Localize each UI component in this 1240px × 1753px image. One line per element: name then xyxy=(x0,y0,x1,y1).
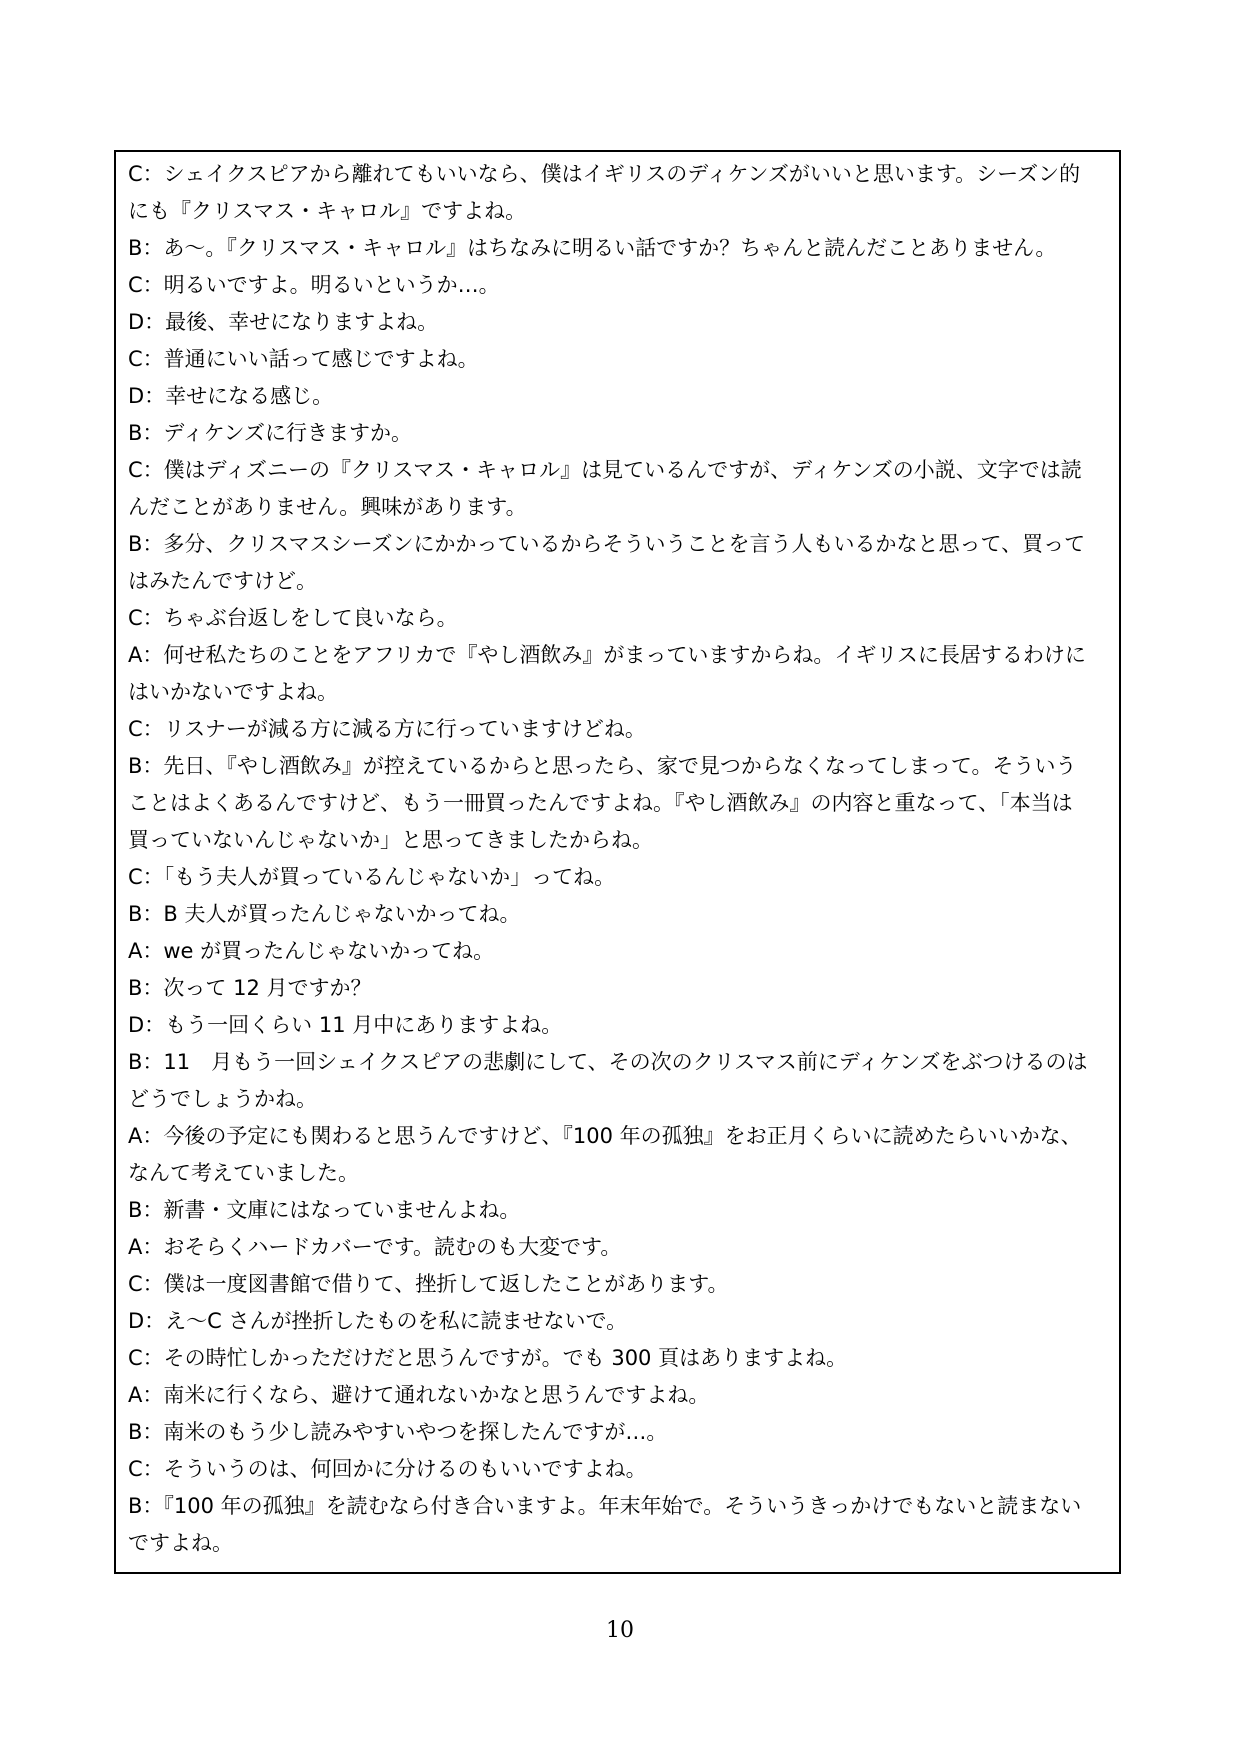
transcript-line: C：僕は一度図書館で借りて、挫折して返したことがあります。 xyxy=(128,1272,729,1296)
transcript-line: A：we が買ったんじゃないかってね。 xyxy=(128,939,495,963)
transcript-line: B：11 月もう一回シェイクスピアの悲劇にして、その次のクリスマス前にディケンズをぶつけるのは xyxy=(128,1050,1088,1074)
transcript-line: A：何せ私たちのことをアフリカで『やし酒飲み』がまっていますからね。イギリスに長居するわけに xyxy=(128,643,1086,667)
transcript-line: C：明るいですよ。明るいというか…。 xyxy=(128,273,500,297)
transcript-line: B：多分、クリスマスシーズンにかかっているからそういうことを言う人もいるかなと思って、買って xyxy=(128,532,1086,556)
transcript-line: B：南米のもう少し読みやすいやつを探したんですが…。 xyxy=(128,1420,668,1444)
transcript-line: C：普通にいい話って感じですよね。 xyxy=(128,347,479,371)
transcript-box xyxy=(114,150,1121,1574)
transcript-line: D：幸せになる感じ。 xyxy=(128,384,334,408)
page-number: 10 xyxy=(606,1618,634,1643)
transcript-line: C：「もう夫人が買っているんじゃないか」ってね。 xyxy=(128,865,616,889)
transcript-line: はいかないですよね。 xyxy=(128,680,338,704)
transcript-line: はみたんですけど。 xyxy=(128,569,317,593)
transcript-line: C：ちゃぶ台返しをして良いなら。 xyxy=(128,606,458,630)
transcript-line: B：次って 12 月ですか？ xyxy=(128,976,372,1000)
transcript-line: B：B 夫人が買ったんじゃないかってね。 xyxy=(128,902,521,926)
transcript-line: B：先日、『やし酒飲み』が控えているからと思ったら、家で見つからなくなってしまって。そういう xyxy=(128,754,1077,778)
transcript-line: D：え〜C さんが挫折したものを私に読ませないで。 xyxy=(128,1309,628,1333)
transcript-line: A：南米に行くなら、避けて通れないかなと思うんですよね。 xyxy=(128,1383,710,1407)
transcript-line: んだことがありません。興味があります。 xyxy=(128,495,527,519)
transcript-line: B：ディケンズに行きますか。 xyxy=(128,421,413,445)
transcript-line: B：あ〜。『クリスマス・キャロル』はちなみに明るい話ですか？ちゃんと読んだことありません。 xyxy=(128,236,1057,260)
transcript-line: C：そういうのは、何回かに分けるのもいいですよね。 xyxy=(128,1457,647,1481)
transcript-line: B：『100 年の孤独』を読むなら付き合いますよ。年末年始で。そういうきっかけでもないと読まない xyxy=(128,1494,1082,1518)
transcript-line: C：その時忙しかっただけだと思うんですが。でも 300 頁はありますよね。 xyxy=(128,1346,848,1370)
transcript-line: A：おそらくハードカバーです。読むのも大変です。 xyxy=(128,1235,622,1259)
transcript-line: なんて考えていました。 xyxy=(128,1161,359,1185)
transcript-line: にも『クリスマス・キャロル』ですよね。 xyxy=(128,199,527,223)
transcript-line: A：今後の予定にも関わると思うんですけど、『100 年の孤独』をお正月くらいに読めたらいいかな、 xyxy=(128,1124,1082,1148)
transcript-line: B：新書・文庫にはなっていませんよね。 xyxy=(128,1198,521,1222)
transcript-line: D：最後、幸せになりますよね。 xyxy=(128,310,439,334)
transcript-line: どうでしょうかね。 xyxy=(128,1087,317,1111)
transcript-line: D：もう一回くらい 11 月中にありますよね。 xyxy=(128,1013,563,1037)
transcript-line: C：リスナーが減る方に減る方に行っていますけどね。 xyxy=(128,717,646,741)
transcript-line: ことはよくあるんですけど、もう一冊買ったんですよね。『やし酒飲み』の内容と重なって、「本当は xyxy=(128,791,1073,815)
transcript-line: 買っていないんじゃないか」と思ってきましたからね。 xyxy=(128,828,653,852)
transcript-line: ですよね。 xyxy=(128,1531,233,1555)
transcript-line: C：シェイクスピアから離れてもいいなら、僕はイギリスのディケンズがいいと思います。シーズン的 xyxy=(128,162,1081,186)
transcript-line: C：僕はディズニーの『クリスマス・キャロル』は見ているんですが、ディケンズの小説、文字では読 xyxy=(128,458,1082,482)
